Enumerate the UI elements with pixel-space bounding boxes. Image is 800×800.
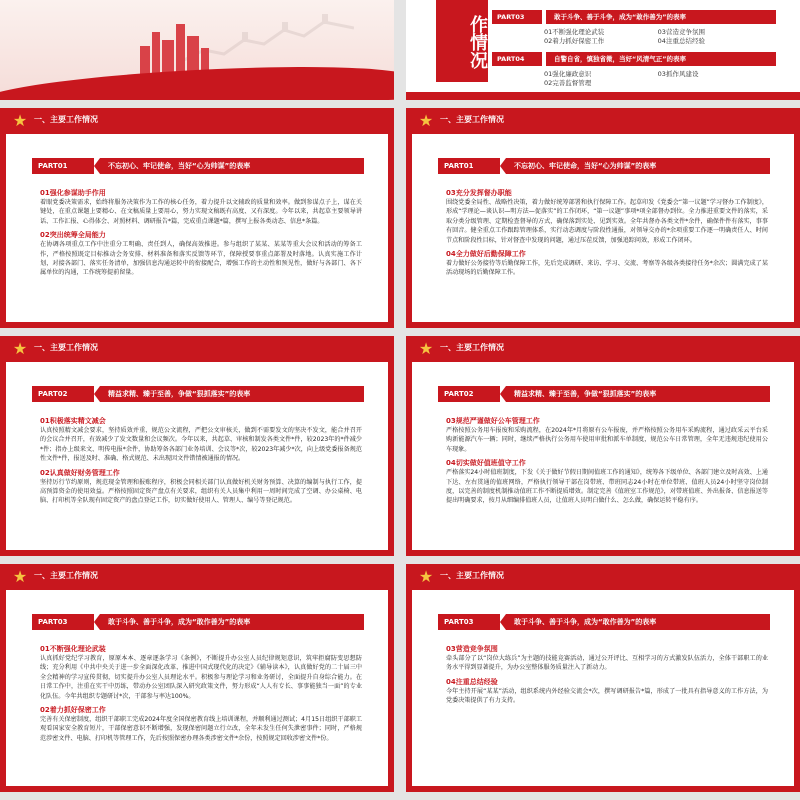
agenda-part03-items xyxy=(544,28,776,46)
block-heading: 04全力做好后勤保障工作 xyxy=(446,250,526,259)
cover-slide-preview[interactable] xyxy=(0,0,394,100)
slide-body xyxy=(40,412,362,506)
section-title: 一、主要工作情况 xyxy=(440,115,504,124)
agenda-item: 04注重总结经验 xyxy=(657,37,705,45)
part-tag: PART01 xyxy=(32,158,94,174)
part-banner: 精益求精、臻于至善，争做“狠抓落实”的表率 xyxy=(100,386,364,402)
block-heading: 03营造竞争氛围 xyxy=(446,645,498,653)
slide-preview[interactable] xyxy=(0,564,394,792)
block-text: 严格按照公务用车报废和采购流程，在2024年*月将原有公车报废，并严格按照公务用车采购流程，通过政采云平台采购新能源汽车一辆；同时，继续严格执行公务用车使用审批和派车单制度，规范公车日常管理，全年无违规违纪使用公车现象。 xyxy=(446,427,768,453)
section-title: 一、主要工作情况 xyxy=(34,343,98,352)
agenda-item: 01不断强化理论武装 xyxy=(544,28,605,36)
slide-body xyxy=(40,184,362,278)
star-icon: ★ xyxy=(12,339,28,358)
slide-body xyxy=(446,640,768,706)
part-header xyxy=(438,158,770,174)
part-banner: 精益求精、臻于至善，争做“狠抓落实”的表率 xyxy=(506,386,770,402)
building-graphic xyxy=(176,24,185,76)
slide-preview[interactable] xyxy=(406,108,800,328)
block-heading: 01强化参谋助手作用 xyxy=(40,189,106,197)
section-title: 一、主要工作情况 xyxy=(34,115,98,124)
agenda-item: 03抓作风建设 xyxy=(657,70,699,78)
block-text: 着眼党委决策需求，始终将服务决策作为工作的核心任务，着力提升以文辅政的质量和效率。做到参谋点子上，谋在关键处，在重点课题上要精心、在文稿质量上要用心，努力实现文稿既有高度、又有深度。今年以来，共起草主要领导讲话、工作汇报、心得体会、对照材料、调研报告*篇，完成重点课题*篇，撰写上报各类动态、信息*条篇。 xyxy=(40,199,362,225)
section-title: 一、主要工作情况 xyxy=(34,571,98,580)
building-graphic xyxy=(140,46,150,76)
slide-body xyxy=(446,412,768,506)
part-banner: 不忘初心、牢记使命，当好“心为帅谋”的表率 xyxy=(506,158,770,174)
agenda-part03-row xyxy=(492,10,776,24)
section-title: 一、主要工作情况 xyxy=(440,343,504,352)
part-tag: PART03 xyxy=(438,614,500,630)
agenda-item: 02完善监督管理 xyxy=(544,79,592,87)
block-heading: 01积极落实精文减会 xyxy=(40,417,106,425)
agenda-slide-preview[interactable] xyxy=(406,0,800,100)
slide-body xyxy=(446,184,768,278)
building-graphic xyxy=(152,32,160,76)
part-header xyxy=(438,614,770,630)
section-title: 一、主要工作情况 xyxy=(440,571,504,580)
slide-preview[interactable] xyxy=(406,336,800,556)
vertical-title: 作情况 xyxy=(436,0,488,82)
slide-preview[interactable] xyxy=(0,336,394,556)
part-banner: 不忘初心、牢记使命，当好“心为帅谋”的表率 xyxy=(100,158,364,174)
block-heading: 03规范严谨做好公车管理工作 xyxy=(446,417,540,425)
part-banner: 敢于斗争、善于斗争，成为“敢作善为”的表率 xyxy=(506,614,770,630)
star-icon: ★ xyxy=(12,111,28,130)
part-banner: 敢于斗争、善于斗争，成为“敢作善为”的表率 xyxy=(100,614,364,630)
block-text: 严格落实24小时值班制度，下发《关于做好节假日期间值班工作的通知》，统筹各下级单位、各部门建立及时高效、上通下达、左右贯通的值班网络，严格执行领导干部在岗带班、带班同志24小时在单位带班、值班人员24小时坚守岗位制度，以完善的制度机制推动值班工作不断提质增效。制定完善《值班室工作规范》，对带班值班、外出报备、信息报送等提出明确要求，按月从细编排值班人员，让值班人员明白做什么、怎么做，确保运转平稳有序。 xyxy=(446,469,768,505)
block-heading: 01不断强化理论武装 xyxy=(40,645,106,653)
star-icon: ★ xyxy=(418,567,434,586)
footer-bar xyxy=(406,92,800,100)
block-text: 认真按照精文减会要求，坚持质效并重，规范公文流程，严把公文审核关，做到不需要发文的坚决不发文，能合并召开的会议合并召开，有效减少了发文数量和会议频次。今年以来，共起草、审核和制发各类文件*件，较2023年的*件减少*件；指办上级来文、明传电报*余件，协助筹备各部门业务培训、会议等*次，较2023年减少*次，向上级党委报备规范性文件*件，报送及时、准确、格式规范、未出现因文件错情被通报的情况。 xyxy=(40,427,362,463)
slide-body xyxy=(40,640,362,743)
star-icon: ★ xyxy=(12,567,28,586)
part-header xyxy=(32,158,364,174)
part-tag: PART03 xyxy=(492,10,542,24)
block-heading: 03充分发挥督办职能 xyxy=(446,189,512,197)
part-tag: PART04 xyxy=(492,52,542,66)
block-heading: 02突出统筹全局能力 xyxy=(40,231,106,240)
block-text: 完善有关保密制度，组织干部职工完成2024年度全国保密教育线上培训课程，并顺利通过测试；4月15日组织干部职工观看国家安全教育短片，干部保密意识不断增强，发现保密问题立行立改，全年未发生任何失泄密事件；同时，严格规范涉密文件、电脑、打印机等管理工作，先后按照保密办理各类涉密文件*余份，按照规定回收涉密文件*份。 xyxy=(40,716,362,742)
part-tag: PART03 xyxy=(32,614,94,630)
great-wall-graphic xyxy=(184,10,354,70)
part-banner: 敢于斗争、善于斗争，成为“敢作善为”的表率 xyxy=(546,10,776,24)
block-heading: 02着力抓好保密工作 xyxy=(40,706,106,715)
block-text: 今年主持开展“某某”活动，组织系统内外经验交流会*次，撰写调研报告*篇，形成了一批具有指导意义的工作方法，为党委决策提供了有力支持。 xyxy=(446,687,768,705)
part-header xyxy=(32,614,364,630)
agenda-item: 01强化廉政意识 xyxy=(544,70,592,78)
agenda-part04-row xyxy=(492,52,776,66)
part-tag: PART02 xyxy=(438,386,500,402)
block-heading: 04注重总结经验 xyxy=(446,677,498,686)
block-text: 围绕党委全局性、战略性决策，着力做好统筹部署和执行保障工作。起草印发《党委会“第一议题”学习督办工作制度》，形成“学理论—谈认识—明方法—促落实”的工作闭环，“第一议题”事项*项全部督办到位。全力推进重要文件的落实，采取分类分级管理、定期检查督导的方式，确保落到实处、见到实效。全年共督办各类文件*余件，确保件件有落实，事事有回音。健全重点工作跟踪管理体系，实行动态调度与阶段性通报，对领导交办的*余项重要工作逐一明确责任人、时间节点和阶段性目标，针对督查中发现的问题，通过压茬反馈，加强追踪问效，形成工作闭环。 xyxy=(446,199,768,244)
block-text: 在协调各项重点工作中注重分工明确、责任到人，确保高效推进。参与组织了某某、某某等重大会议和活动的筹备工作，严格按照既定目标推动会务安排、材料准备和落实反馈等环节，保障授要事重点部署及时落地。认真实施工作计划，对接各部门、落实任务清单，加强信息沟通运转中的衔接配合，增强工作的主动性和预见性，做好与各部门、各下属单位的沟通，工作统筹提前留量。 xyxy=(40,241,362,277)
block-heading: 02认真做好财务管理工作 xyxy=(40,468,120,477)
block-text: 认真抓好党纪学习教育，原原本本、逐章逐条学习《条例》，不断提升办公室人员纪律规矩意识，筑牢拒腐防变思想防线；充分利用《中共中央关于进一步全面深化改革、推进中国式现代化的决定》《辅导读本》，认真做好党的二十届三中全会精神的学习宣传贯彻，切实提升办公室人员理论水平。积极参与理论学习和业务研讨，全面提升自身综合能力。在日常工作中，注重在实干中历练，带动办公室团队深入研究政策文件，努力形成“人人有专长、事事能独当一面”的专业化队伍。今年共组织专题研讨*次，干部参与率达100%。 xyxy=(40,655,362,700)
block-text: 着力做好公务接待等后勤保障工作，先后完成调研、来访、学习、交流、考察等各级各类接待任务*余次；圆满完成了某活动现场的后勤保障工作。 xyxy=(446,260,768,277)
agenda-item: 02着力抓好保密工作 xyxy=(544,37,605,45)
star-icon: ★ xyxy=(418,339,434,358)
block-heading: 04切实做好值班值守工作 xyxy=(446,459,526,468)
part-tag: PART01 xyxy=(438,158,500,174)
agenda-item: 03营造竞争氛围 xyxy=(657,28,705,36)
slide-preview[interactable] xyxy=(406,564,800,792)
part-banner: 自警自省，慎独省微，当好“风清气正”的表率 xyxy=(546,52,776,66)
part-header xyxy=(32,386,364,402)
block-text: 牵头部分了以“岗位大练兵”为主题的技能竞赛活动，通过公开评比、互相学习的方式激发队伍活力，全体干部职工的业务水平得到显著提升，为办公室整体服务质量注入了新动力。 xyxy=(446,655,768,672)
slide-preview[interactable] xyxy=(0,108,394,328)
part-tag: PART02 xyxy=(32,386,94,402)
block-text: 坚持厉行节约原则，规范现金管理和报账程序，积极会同相关部门认真做好机关财务预算、决算的编制与执行工作，提高预算资金的使用效益。严格按照固定资产盘点有关要求，组织有关人员集中利用一周时间完成了空调、办公桌椅、电脑、打印机等全队现有固定资产的盘点登记工作，切实做好使用人、管理人、编号等登记规范。 xyxy=(40,478,362,505)
star-icon: ★ xyxy=(418,111,434,130)
part-header xyxy=(438,386,770,402)
agenda-part04-items xyxy=(544,70,776,88)
